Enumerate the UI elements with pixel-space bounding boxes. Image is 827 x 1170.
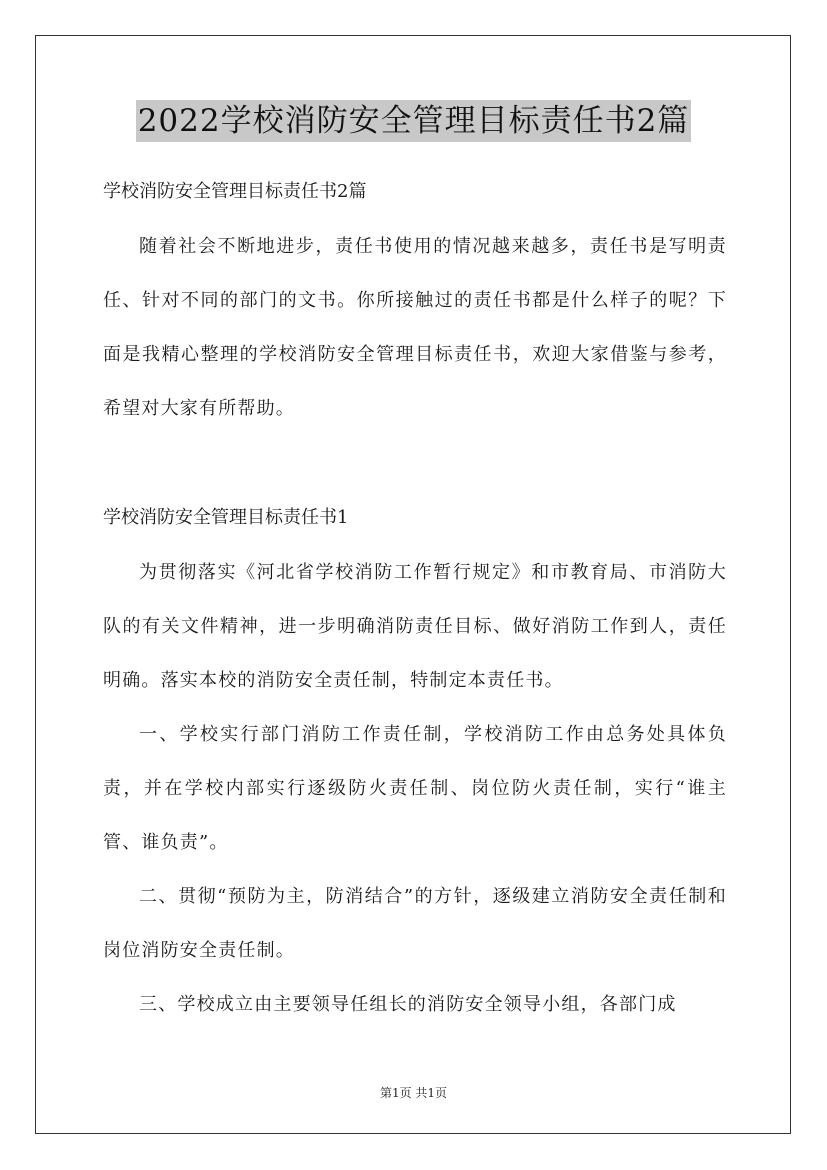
- document-body: [103, 170, 727, 1032]
- body-paragraph: 三、学校成立由主要领导任组长的消防安全领导小组，各部门成: [139, 994, 677, 1015]
- page-number: 第1页 共1页: [379, 1086, 448, 1100]
- document-subtitle: 学校消防安全管理目标责任书2篇: [103, 181, 367, 202]
- body-paragraph: 为贯彻落实《河北省学校消防工作暂行规定》和市教育局、市消防大队的有关文件精神，进一步明确消防责任目标、做好消防工作到人，责任明确。落实本校的消防安全责任制，特制定本责任书。: [103, 562, 727, 691]
- intro-paragraph: 随着社会不断地进步，责任书使用的情况越来越多，责任书是写明责任、针对不同的部门的文书。你所接触过的责任书都是什么样子的呢？下面是我精心整理的学校消防安全管理目标责任书，欢迎大家借鉴与参考，希望对大家有所帮助。: [103, 236, 727, 419]
- section-heading: 学校消防安全管理目标责任书1: [103, 507, 349, 528]
- body-paragraph: 一、学校实行部门消防工作责任制，学校消防工作由总务处具体负责，并在学校内部实行逐级防火责任制、岗位防火责任制，实行“谁主管、谁负责”。: [103, 724, 727, 853]
- body-paragraph: 二、贯彻“预防为主，防消结合”的方针，逐级建立消防安全责任制和岗位消防安全责任制。: [103, 886, 727, 961]
- page-footer: [0, 1084, 827, 1101]
- document-title: 2022学校消防安全管理目标责任书2篇: [136, 100, 692, 142]
- title-container: [0, 100, 827, 142]
